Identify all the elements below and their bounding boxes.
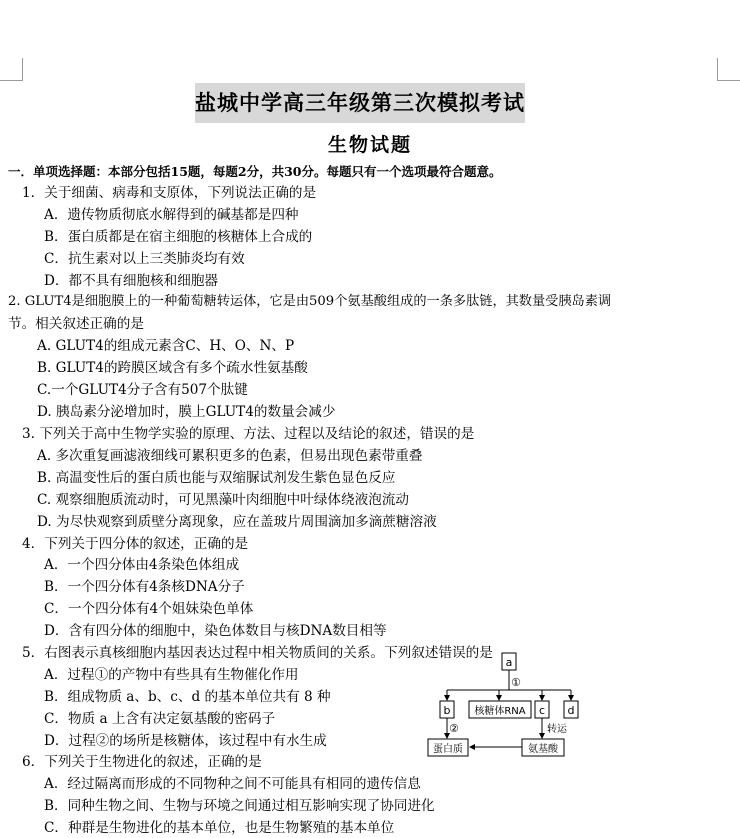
question-3-option-d: D. 为尽快观察到质壁分离现象，应在盖玻片周围滴加多滴蔗糖溶液 — [37, 514, 437, 530]
question-1-option-b: B．蛋白质都是在宿主细胞的核糖体上合成的 — [44, 229, 313, 245]
question-1-stem: 1．关于细菌、病毒和支原体，下列说法正确的是 — [22, 185, 317, 201]
question-6-option-a: A．经过隔离而形成的不同物种之间不可能具有相同的遗传信息 — [44, 776, 421, 792]
amino-acid-label: 氨基酸 — [528, 744, 558, 755]
question-4-stem: 4．下列关于四分体的叙述，正确的是 — [22, 536, 249, 552]
page-corner-mark-left — [0, 58, 23, 81]
question-3-option-a: A. 多次重复画滤液细线可累积更多的色素，但易出现色素带重叠 — [37, 448, 423, 464]
page-corner-mark-right — [717, 58, 740, 81]
exam-title: 盐城中学高三年级第三次模拟考试 — [195, 83, 525, 123]
question-5-option-d: D．过程②的场所是核糖体，该过程中有水生成 — [44, 733, 327, 749]
question-1-option-d: D．都不具有细胞核和细胞器 — [44, 273, 219, 289]
gene-expression-diagram — [425, 650, 590, 760]
node-c-label: c — [538, 704, 546, 717]
subject-title: 生物试题 — [327, 134, 412, 156]
question-3-stem: 3. 下列关于高中生物学实验的原理、方法、过程以及结论的叙述，错误的是 — [22, 426, 475, 442]
question-4-option-a: A．一个四分体由4条染色体组成 — [44, 557, 240, 573]
section-header: 一．单项选择题：本部分包括15题，每题2分，共30分。每题只有一个选项最符合题意。 — [8, 164, 502, 179]
question-2-stem: 2. GLUT4是细胞膜上的一种葡萄糖转运体，它是由509个氨基酸组成的一条多肽链，其数量受胰岛素调 — [8, 294, 612, 309]
question-3-option-b: B. 高温变性后的蛋白质也能与双缩脲试剂发生紫色显色反应 — [37, 470, 396, 486]
transport-label: 转运 — [547, 724, 567, 735]
question-2-option-c: C.一个GLUT4分子含有507个肽键 — [37, 382, 248, 398]
question-6-stem: 6．下列关于生物进化的叙述，正确的是 — [22, 754, 262, 770]
step-2-marker: ② — [449, 722, 459, 735]
question-1-option-c: C．抗生素对以上三类肺炎均有效 — [44, 251, 245, 267]
question-4-option-c: C．一个四分体有4个姐妹染色单体 — [44, 601, 254, 617]
protein-label: 蛋白质 — [433, 744, 463, 755]
question-2-stem-continued: 节。相关叙述正确的是 — [8, 316, 144, 332]
question-5-option-a: A．过程①的产物中有些具有生物催化作用 — [44, 667, 299, 683]
node-d-label: d — [567, 704, 575, 717]
question-6-option-b: B．同种生物之间、生物与环境之间通过相互影响实现了协同进化 — [44, 798, 435, 814]
node-b-label: b — [443, 704, 451, 717]
node-rrna-label: 核糖体RNA — [474, 706, 526, 717]
question-4-option-b: B．一个四分体有4条核DNA分子 — [44, 579, 245, 595]
question-2-option-a: A. GLUT4的组成元素含C、H、O、N、P — [37, 338, 295, 354]
question-4-option-d: D．含有四分体的细胞中，染色体数目与核DNA数目相等 — [44, 623, 387, 639]
question-5-option-c: C．物质 a 上含有决定氨基酸的密码子 — [44, 711, 276, 727]
question-5-stem: 5．右图表示真核细胞内基因表达过程中相关物质间的关系。下列叙述错误的是 — [22, 645, 493, 661]
question-2-option-b: B. GLUT4的跨膜区域含有多个疏水性氨基酸 — [37, 360, 308, 376]
question-2-option-d: D. 胰岛素分泌增加时，膜上GLUT4的数量会减少 — [37, 404, 336, 420]
question-5-option-b: B．组成物质 a、b、c、d 的基本单位共有 8 种 — [44, 689, 331, 705]
node-a-label: a — [505, 656, 513, 669]
question-1-option-a: A．遗传物质彻底水解得到的碱基都是四种 — [44, 207, 299, 223]
step-1-marker: ① — [511, 676, 521, 689]
question-6-option-c: C．种群是生物进化的基本单位，也是生物繁殖的基本单位 — [44, 820, 395, 836]
question-3-option-c: C. 观察细胞质流动时，可见黑藻叶肉细胞中叶绿体绕液泡流动 — [37, 492, 409, 508]
